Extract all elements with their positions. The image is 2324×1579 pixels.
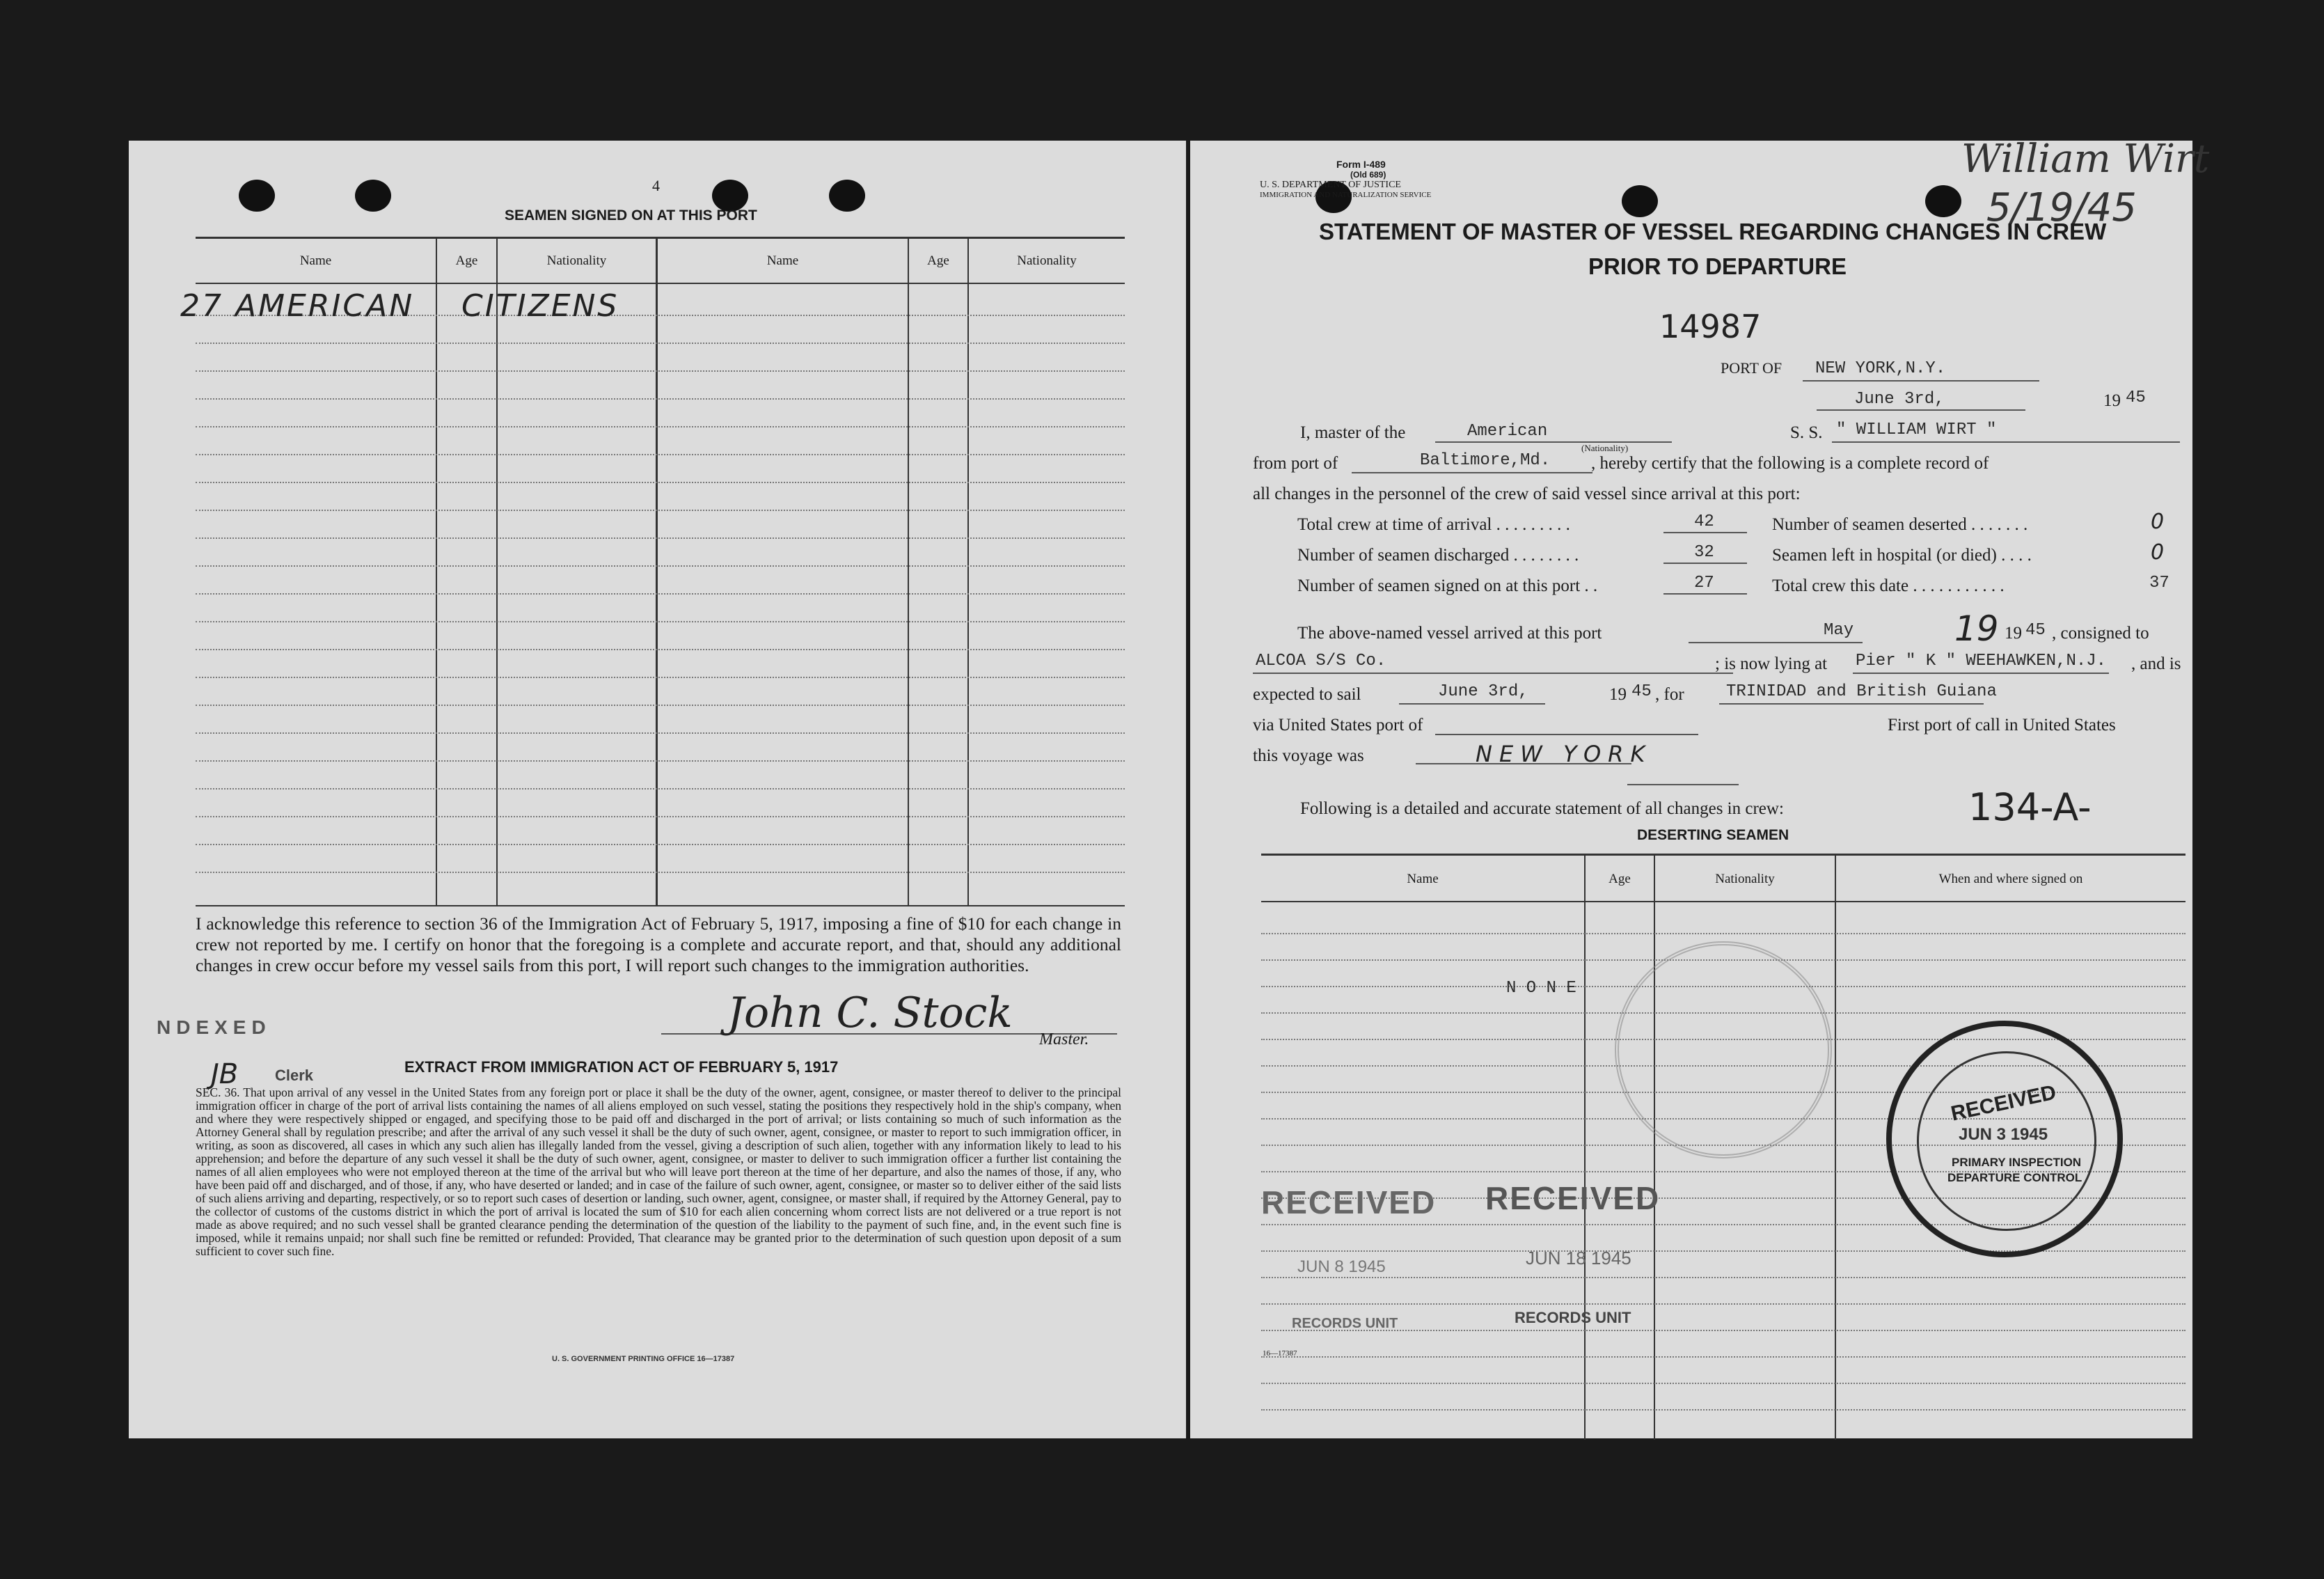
deserting-row-line xyxy=(1261,1277,2185,1278)
table-row-line xyxy=(196,454,1125,455)
page-number: 4 xyxy=(652,177,660,194)
col-header-nationality: Nationality xyxy=(546,253,607,268)
consignee-line xyxy=(1253,673,1733,674)
form-title-line2: PRIOR TO DEPARTURE xyxy=(1588,253,1847,279)
destination: TRINIDAD and British Guiana xyxy=(1726,682,1997,701)
voyage-label: this voyage was xyxy=(1253,746,1364,765)
date-value: June 3rd, xyxy=(1854,390,1945,409)
nationality-line xyxy=(1435,441,1672,443)
voyage-line-2 xyxy=(1627,784,1739,785)
master-label: Master. xyxy=(1039,1030,1089,1048)
records-unit-2: RECORDS UNIT xyxy=(1515,1309,1631,1326)
arrived-label: The above-named vessel arrived at this port xyxy=(1297,624,1602,643)
stat-value-discharged: 32 xyxy=(1694,543,1714,562)
vessel-line xyxy=(1832,441,2180,443)
file-number: 14987 xyxy=(1659,308,1762,345)
consignee-value: ALCOA S/S Co. xyxy=(1256,652,1386,670)
round-stamp-line2: DEPARTURE CONTROL xyxy=(1947,1171,2082,1184)
handwritten-code: 134-A- xyxy=(1968,785,2092,829)
none-value: N O N E xyxy=(1506,979,1576,998)
table-row-line xyxy=(196,844,1125,845)
table-row-line xyxy=(196,788,1125,790)
for-label: , for xyxy=(1655,685,1684,704)
stat-value-hospital: 0 xyxy=(2151,540,2165,565)
master-signature: John C. Stock xyxy=(727,989,1013,1037)
deserting-row-line xyxy=(1261,1409,2185,1411)
stat-line xyxy=(1663,532,1747,533)
lying-value: Pier " K " WEEHAWKEN,N.J. xyxy=(1856,652,2107,670)
faint-round-stamp xyxy=(1615,941,1832,1158)
table-row-line xyxy=(196,370,1125,372)
via-line xyxy=(1435,734,1698,735)
table-top-rule xyxy=(196,237,1125,239)
lying-line xyxy=(1853,673,2109,674)
punch-hole xyxy=(1925,185,1961,217)
certify-text: , hereby certify that the following is a complete record of xyxy=(1591,454,1989,473)
port-value: NEW YORK,N.Y. xyxy=(1815,359,1946,378)
form-number: Form I-489 xyxy=(1336,159,1386,170)
vessel-value: " WILLIAM WIRT " xyxy=(1836,421,1997,439)
stat-label-hospital: Seamen left in hospital (or died) . . . . xyxy=(1772,546,2032,565)
extract-title: EXTRACT FROM IMMIGRATION ACT OF FEBRUARY 5, 1917 xyxy=(404,1058,839,1076)
table-row-line xyxy=(196,816,1125,817)
table-header-rule xyxy=(196,283,1125,284)
punch-hole xyxy=(1622,185,1658,217)
and-is-label: , and is xyxy=(2131,654,2181,673)
date-line xyxy=(1817,409,2025,411)
nationality-caption: (Nationality) xyxy=(1581,443,1629,453)
punch-hole xyxy=(355,180,391,212)
arrived-year-prefix: 19 xyxy=(2005,624,2022,643)
round-stamp-received: RECEIVED xyxy=(1949,1081,2059,1126)
stat-label-total-date: Total crew this date . . . . . . . . . . . xyxy=(1772,576,2005,595)
table-row-line xyxy=(196,537,1125,539)
stat-label-discharged: Number of seamen discharged . . . . . . . . xyxy=(1297,546,1579,565)
deserting-table-header-rule xyxy=(1261,901,2185,902)
right-page xyxy=(1190,136,2210,1438)
col-header-name: Name xyxy=(299,253,332,268)
department-name: U. S. DEPARTMENT OF JUSTICE xyxy=(1260,180,1401,190)
deserting-row-line xyxy=(1261,1250,2185,1252)
deserting-row-line xyxy=(1261,1356,2185,1358)
table-row-line xyxy=(196,649,1125,650)
sail-label: expected to sail xyxy=(1253,685,1361,704)
sail-year-prefix: 19 xyxy=(1609,685,1627,704)
clerk-initials: JB xyxy=(211,1058,239,1090)
table-row-line xyxy=(196,398,1125,400)
from-port-label: from port of xyxy=(1253,454,1338,473)
first-port-label: First port of call in United States xyxy=(1888,716,2116,734)
table-row-line xyxy=(196,732,1125,734)
changes-text: all changes in the personnel of the crew of said vessel since arrival at this port: xyxy=(1253,485,1801,503)
deserting-col-age: Age xyxy=(1608,872,1631,886)
deserting-table-top-rule xyxy=(1261,854,2185,856)
entry-name: 27 AMERICAN xyxy=(180,288,415,324)
records-unit-1: RECORDS UNIT xyxy=(1292,1316,1398,1331)
form-title-line1: STATEMENT OF MASTER OF VESSEL REGARDING CHANGES IN CREW xyxy=(1319,219,2107,244)
col-header-age: Age xyxy=(455,253,478,268)
table-row-line xyxy=(196,872,1125,873)
consigned-label: , consigned to xyxy=(2052,624,2149,643)
sail-date-line xyxy=(1399,703,1545,705)
nationality-value: American xyxy=(1467,422,1548,441)
printing-office-note: U. S. GOVERNMENT PRINTING OFFICE 16—17387 xyxy=(552,1355,735,1363)
deserting-row-line xyxy=(1261,1303,2185,1305)
deserting-column-divider xyxy=(1584,855,1586,1440)
footer-code: 16—17387 xyxy=(1263,1349,1297,1358)
deserting-column-divider xyxy=(1654,855,1655,1440)
table-row-line xyxy=(196,677,1125,678)
handwritten-vessel-note: William Wirt xyxy=(1961,136,2210,182)
table-row-line xyxy=(196,760,1125,762)
destination-line xyxy=(1719,703,1984,705)
acknowledgement-text: I acknowledge this reference to section 36 of the Immigration Act of February 5, 1917, imposing a fine of $10 for each change in crew not reported by me. I certify on honor that the foregoing is a complete and accurate report, and that, should any additional changes in crew occur before my vessel sails from this port, I will report such changes to the immigration authorities. xyxy=(196,913,1121,975)
table-row-line xyxy=(196,343,1125,344)
master-of-label: I, master of the xyxy=(1300,423,1406,442)
punch-hole xyxy=(239,180,275,212)
clerk-label: Clerk xyxy=(275,1067,314,1084)
via-label: via United States port of xyxy=(1253,716,1423,734)
form-old-number: (Old 689) xyxy=(1350,170,1386,180)
table-row-line xyxy=(196,593,1125,595)
deserting-col-nationality: Nationality xyxy=(1715,872,1775,886)
ss-label: S. S. xyxy=(1790,423,1823,442)
stat-label-total-arrival: Total crew at time of arrival . . . . . . . . . xyxy=(1297,515,1570,534)
col-header-nationality-2: Nationality xyxy=(1017,253,1077,268)
stat-line xyxy=(1663,593,1747,595)
table-row-line xyxy=(196,510,1125,511)
table-row-line xyxy=(196,705,1125,706)
received-date-1: JUN 8 1945 xyxy=(1297,1257,1386,1276)
stat-value-deserted: 0 xyxy=(2151,510,2165,534)
col-header-name-2: Name xyxy=(766,253,799,268)
table-row-line xyxy=(196,426,1125,427)
entry-nationality: CITIZENS xyxy=(461,288,619,324)
sail-date: June 3rd, xyxy=(1438,682,1528,701)
section-title: SEAMEN SIGNED ON AT THIS PORT xyxy=(505,207,757,223)
table-row-line xyxy=(196,482,1125,483)
deserting-col-signed-on: When and where signed on xyxy=(1938,872,2083,886)
arrived-date-line xyxy=(1689,642,1863,643)
following-label: Following is a detailed and accurate statement of all changes in crew: xyxy=(1300,799,1784,818)
from-port-line xyxy=(1352,472,1592,473)
deserting-row-line xyxy=(1261,933,2185,934)
handwritten-date-note: 5/19/45 xyxy=(1986,185,2137,230)
stat-value-total-arrival: 42 xyxy=(1694,512,1714,531)
stat-value-signed-on: 27 xyxy=(1694,574,1714,592)
arrived-month: May xyxy=(1824,621,1854,640)
port-line xyxy=(1803,380,2039,382)
sail-year: 45 xyxy=(1631,682,1652,701)
received-stamp-2: RECEIVED xyxy=(1485,1180,1661,1216)
year-value: 45 xyxy=(2126,388,2146,407)
received-date-2: JUN 18 1945 xyxy=(1526,1248,1631,1268)
indexed-stamp: NDEXED xyxy=(157,1016,271,1038)
stat-label-signed-on: Number of seamen signed on at this port . . xyxy=(1297,576,1598,595)
stat-line xyxy=(1663,563,1747,564)
round-stamp-date: JUN 3 1945 xyxy=(1959,1125,2048,1144)
deserting-row-line xyxy=(1261,1383,2185,1384)
year-prefix: 19 xyxy=(2103,391,2121,410)
lying-label: ; is now lying at xyxy=(1715,654,1828,673)
column-divider xyxy=(967,238,969,905)
punch-hole xyxy=(829,180,865,212)
arrived-year: 45 xyxy=(2025,621,2046,640)
departure-control-stamp xyxy=(1886,1021,2123,1257)
arrived-day: 19 xyxy=(1954,608,1999,649)
stat-value-total-date: 37 xyxy=(2149,574,2169,592)
deserting-title: DESERTING SEAMEN xyxy=(1637,827,1789,843)
extract-text: SEC. 36. That upon arrival of any vessel in the United States from any foreign port or place it shall be the duty of the owner, agent, consignee, or master thereof to deliver to the principal immigration officer in charge of the port of arrival lists containing the names of all aliens employed on such vessel, stating the positions they respectively hold in the ship's company, when and where they were respectively shipped or engaged, and specifying those to be paid off and discharged in the port of arrival; or lists containing so much of such information as the Attorney General shall by regulation prescribe; and after the arrival of any such vessel it shall be the duty of such owner, agent, consignee, or master to report to such immigration officer, in writing, as soon as discovered, all cases in which any such alien has illegally landed from the vessel, giving a description of such alien, together with any information likely to lead to his apprehension; and before the departure of any such vessel it shall be the duty of such owner, agent, consignee, or master to deliver to such immigration officer a further list containing the names of all alien employees who were not employed thereon at the time of the arrival but who will leave port thereon at the time of her departure, and also the names of those, if any, who have been paid off and discharged, and of those, if any, who have deserted or landed; and in case of the failure of such owner, agent, consignee, or master so to deliver either of the said lists of such aliens arriving and departing, respectively, or so to report such cases of desertion or landing, such owner, agent, consignee, or master shall, if required by the Attorney General, pay to the collector of customs of the customs district in which the port of arrival is located the sum of $10 for each alien concerning whom correct lists are not delivered or a true report is not made as above required; and no such vessel shall be granted clearance pending the determination of the question of the liability to the payment of such fine, and, in the event such fine is imposed, while it remains unpaid; nor shall such fine be remitted or refunded: Provided, That clearance may be granted prior to the determination of such question upon deposit of a sum sufficient to cover such fine. xyxy=(196,1085,1121,1258)
column-divider xyxy=(656,238,658,905)
col-header-age-2: Age xyxy=(927,253,949,268)
voyage-value: NEW YORK xyxy=(1476,741,1652,767)
table-row-line xyxy=(196,621,1125,622)
from-port-value: Baltimore,Md. xyxy=(1420,451,1551,470)
port-label: PORT OF xyxy=(1721,359,1782,377)
deserting-column-divider xyxy=(1835,855,1836,1440)
service-name: IMMIGRATION AND NATURALIZATION SERVICE xyxy=(1260,191,1432,199)
table-row-line xyxy=(196,565,1125,567)
deserting-row-line xyxy=(1261,1330,2185,1331)
column-divider xyxy=(496,238,498,905)
round-stamp-line1: PRIMARY INSPECTION xyxy=(1952,1156,2082,1169)
column-divider xyxy=(436,238,437,905)
deserting-col-name: Name xyxy=(1407,872,1439,886)
table-bottom-rule xyxy=(196,905,1125,906)
left-page xyxy=(129,141,1186,1438)
stat-label-deserted: Number of seamen deserted . . . . . . . xyxy=(1772,515,2028,534)
column-divider xyxy=(908,238,909,905)
received-stamp-1: RECEIVED xyxy=(1261,1184,1437,1220)
